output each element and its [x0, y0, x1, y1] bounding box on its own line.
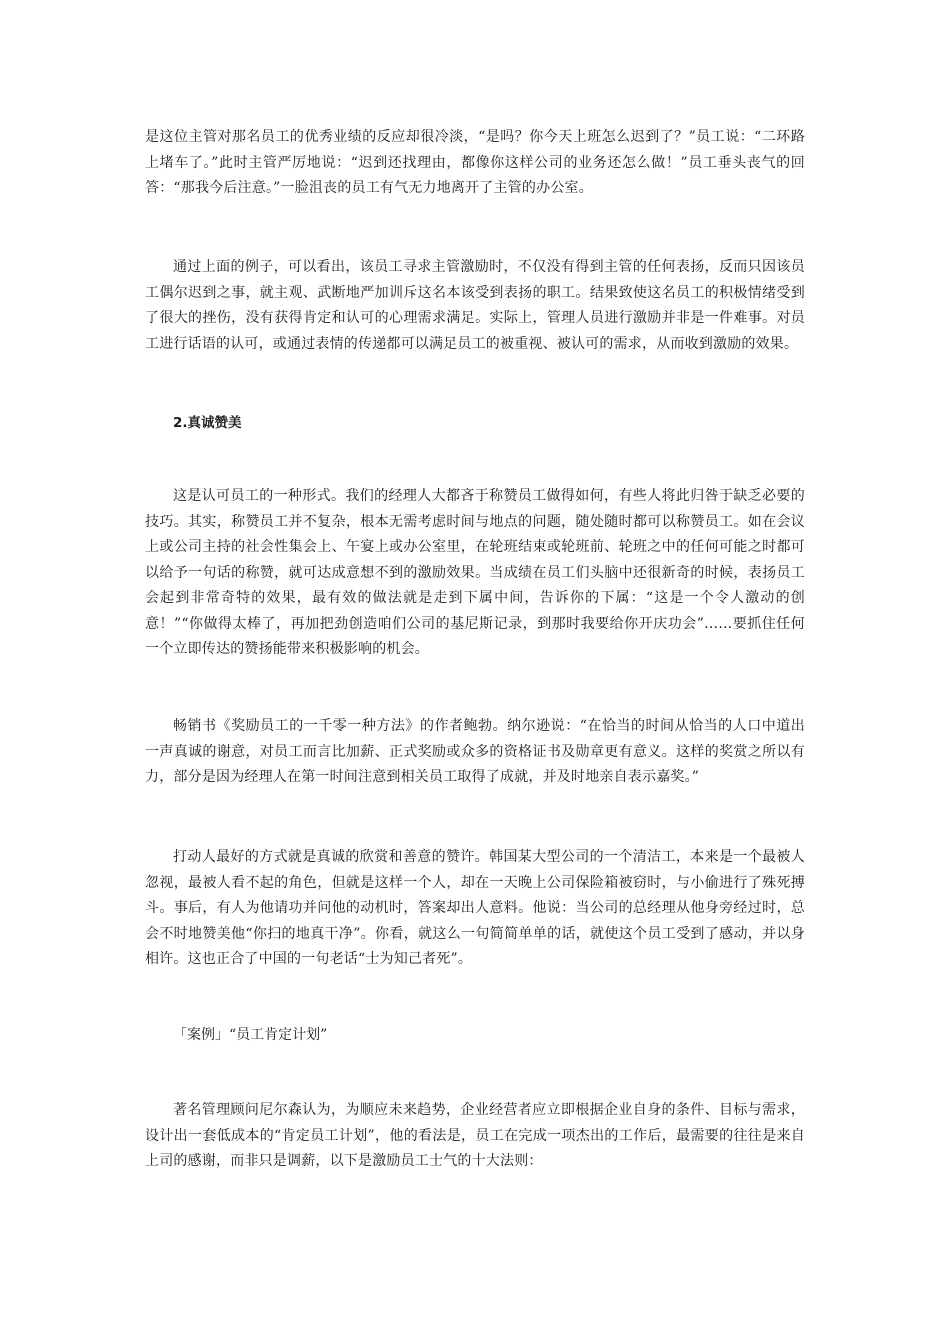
- case-label: 「案例」“员工肯定计划”: [173, 1027, 328, 1043]
- paragraph-supervisor-reaction: 是这位主管对那名员工的优秀业绩的反应却很冷淡，“是吗？你今天上班怎么迟到了？”员工说：“二环路上堵车了。”此时主管严厉地说：“迟到还找理由，都像你这样公司的业务还怎么做！”员工垂头丧气的回答：“那我今后注意。”一脸沮丧的员工有气无力地离开了主管的办公室。: [145, 129, 805, 196]
- section-heading-sincere-praise: 2.真诚赞美: [173, 415, 242, 431]
- paragraph-example-analysis: 通过上面的例子，可以看出，该员工寻求主管激励时，不仅没有得到主管的任何表扬，反而只因该员工偶尔迟到之事，就主观、武断地严加训斥这名本该受到表扬的职工。结果致使这名员工的积极情绪受到了很大的挫伤，没有获得肯定和认可的心理需求满足。实际上，管理人员进行激励并非是一件难事。对员工进行话语的认可，或通过表情的传递都可以满足员工的被重视、被认可的需求，从而收到激励的效果。: [145, 259, 805, 352]
- paragraph-nelson-plan: 著名管理顾问尼尔森认为，为顺应未来趋势，企业经营者应立即根据企业自身的条件、目标与需求，设计出一套低成本的“肯定员工计划”，他的看法是，员工在完成一项杰出的工作后，最需要的往往是来自上司的感谢，而非只是调薪，以下是激励员工士气的十大法则：: [145, 1102, 805, 1169]
- paragraph-bob-nelson-quote: 畅销书《奖励员工的一千零一种方法》的作者鲍勃。纳尔逊说：“在恰当的时间从恰当的人口中道出一声真诚的谢意，对员工而言比加薪、正式奖励或众多的资格证书及勋章更有意义。这样的奖赏之所以有力，部分是因为经理人在第一时间注意到相关员工取得了成就，并及时地亲自表示嘉奖。”: [145, 718, 805, 785]
- paragraph-cleaner-story: 打动人最好的方式就是真诚的欣赏和善意的赞许。韩国某大型公司的一个清洁工，本来是一个最被人忽视，最被人看不起的角色，但就是这样一个人，却在一天晚上公司保险箱被窃时，与小偷进行了殊死搏斗。事后，有人为他请功并问他的动机时，答案却出人意料。他说：当公司的总经理从他身旁经过时，总会不时地赞美他“你扫的地真干净”。你看，就这么一句简简单单的话，就使这个员工受到了感动，并以身相许。这也正合了中国的一句老话“士为知己者死”。: [145, 849, 805, 967]
- paragraph-praise-form: 这是认可员工的一种形式。我们的经理人大都吝于称赞员工做得如何，有些人将此归咎于缺乏必要的技巧。其实，称赞员工并不复杂，根本无需考虑时间与地点的问题，随处随时都可以称赞员工。如在会议上或公司主持的社会性集会上、午宴上或办公室里，在轮班结束或轮班前、轮班之中的任何可能之时都可以给予一句话的称赞，就可达成意想不到的激励效果。当成绩在员工们头脑中还很新奇的时候，表扬员工会起到非常奇特的效果，最有效的做法就是走到下属中间，告诉你的下属：“这是一个令人激动的创意！”“你做得太棒了，再加把劲创造咱们公司的基尼斯记录，到那时我要给你开庆功会”……要抓住任何一个立即传达的赞扬能带来积极影响的机会。: [145, 488, 805, 657]
